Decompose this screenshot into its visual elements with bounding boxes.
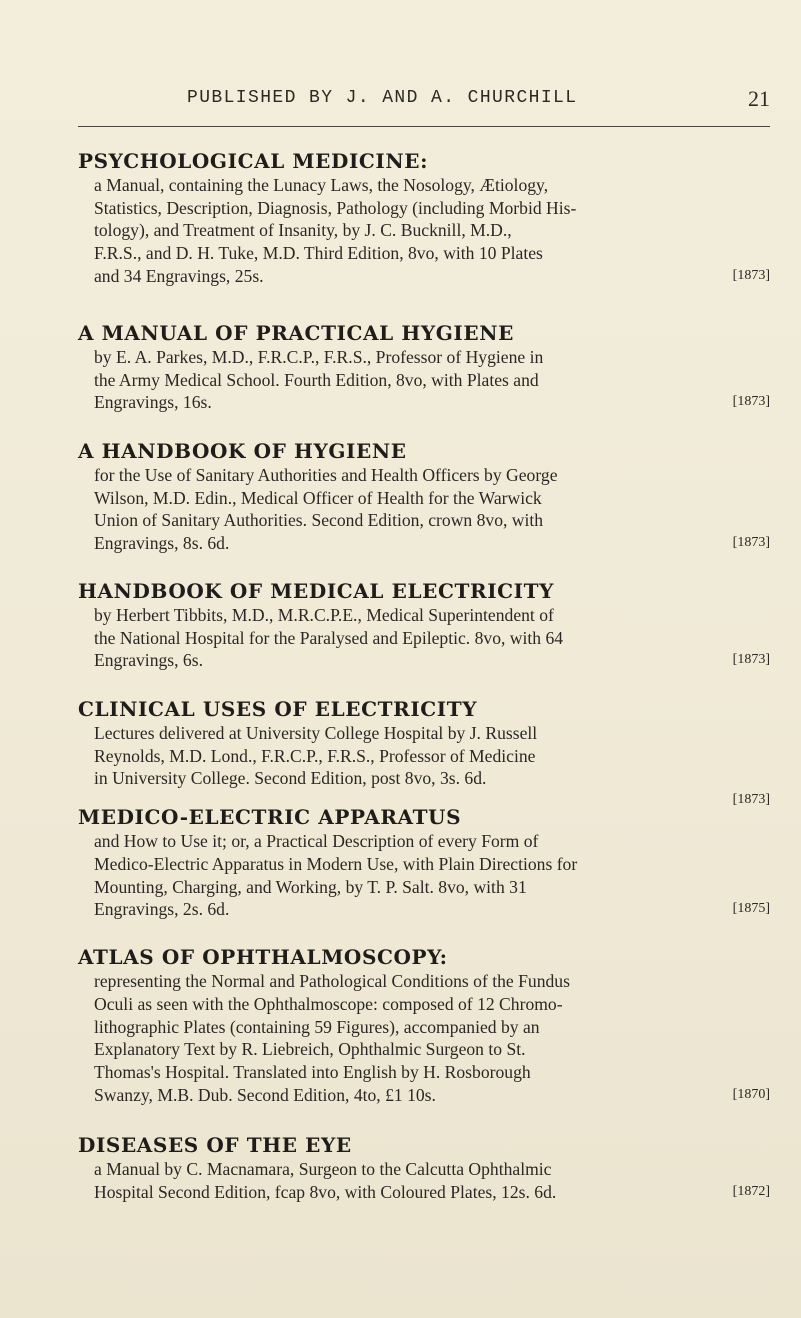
description-line-text: Engravings, 8s. 6d. (94, 533, 230, 554)
entry-description (94, 604, 770, 672)
catalogue-entry (78, 320, 770, 418)
catalogue-entry (78, 1132, 770, 1206)
description-line: Thomas's Hospital. Translated into English by H. Rosborough (94, 1061, 531, 1082)
description-line-text: Hospital Second Edition, fcap 8vo, with Coloured Plates, 12s. 6d. (94, 1181, 557, 1202)
entry-description (94, 722, 770, 790)
description-line-text: and 34 Engravings, 25s. (94, 265, 264, 286)
description-line (94, 649, 770, 672)
entry-title: A MANUAL OF PRACTICAL HYGIENE (78, 321, 514, 345)
description-line-text: Engravings, 2s. 6d. (94, 899, 230, 920)
description-line: a Manual, containing the Lunacy Laws, the Nosology, Ætiology, (94, 175, 549, 195)
description-line-text: Engravings, 16s. (94, 392, 212, 413)
catalogue-entry (78, 578, 770, 676)
description-line: Mounting, Charging, and Working, by T. P. Salt. 8vo, with 31 (94, 876, 527, 897)
entry-description (94, 970, 770, 1106)
description-line: Statistics, Description, Diagnosis, Pathology (including Morbid His- (94, 197, 577, 218)
publication-year: [1873] (732, 535, 770, 551)
entry-title: DISEASES OF THE EYE (78, 1133, 352, 1158)
publication-year: [1873] (732, 652, 770, 668)
entry-title: MEDICO-ELECTRIC APPARATUS (78, 805, 462, 830)
description-line: Lectures delivered at University College Hospital by J. Russell (94, 723, 538, 743)
description-line: and How to Use it; or, a Practical Description of every Form of (94, 831, 539, 852)
description-line (94, 391, 770, 414)
description-line: lithographic Plates (containing 59 Figures), accompanied by an (94, 1016, 540, 1037)
description-line-text: Engravings, 6s. (94, 650, 203, 671)
description-line (94, 898, 770, 921)
running-title: PUBLISHED BY J. AND A. CHURCHILL (187, 88, 578, 108)
catalogue-entry (78, 944, 770, 1110)
entry-description (94, 830, 770, 921)
description-line: F.R.S., and D. H. Tuke, M.D. Third Edition, 8vo, with 10 Plates (94, 243, 543, 264)
description-line: tology), and Treatment of Insanity, by J. C. Bucknill, M.D., (94, 220, 512, 241)
description-line: Medico-Electric Apparatus in Modern Use, with Plain Directions for (94, 853, 578, 874)
description-line: Wilson, M.D. Edin., Medical Officer of Health for the Warwick (94, 487, 542, 508)
entry-description (94, 464, 770, 555)
entry-description (94, 346, 770, 414)
description-line: by E. A. Parkes, M.D., F.R.C.P., F.R.S., Professor of Hygiene in (94, 347, 544, 367)
entry-title: HANDBOOK OF MEDICAL ELECTRICITY (78, 579, 554, 603)
description-line (94, 265, 770, 288)
catalogue-entry (78, 148, 770, 300)
entry-description (94, 174, 770, 288)
description-line: in University College. Second Edition, post 8vo, 3s. 6d. (94, 768, 487, 789)
description-line-text: Swanzy, M.B. Dub. Second Edition, 4to, £1 10s. (94, 1084, 436, 1105)
catalogue-entries (78, 148, 770, 1206)
description-line: Explanatory Text by R. Liebreich, Ophthalmic Surgeon to St. (94, 1039, 526, 1060)
description-line: representing the Normal and Pathological Conditions of the Fundus (94, 971, 570, 992)
entry-title: CLINICAL USES OF ELECTRICITY (78, 697, 478, 721)
catalogue-entry (78, 438, 770, 558)
description-line: the Army Medical School. Fourth Edition, 8vo, with Plates and (94, 369, 539, 390)
header-rule (78, 126, 770, 127)
catalogue-entry (78, 696, 770, 810)
publication-year: [1873] (732, 394, 770, 410)
entry-title: ATLAS OF OPHTHALMOSCOPY: (78, 945, 448, 970)
description-line: the National Hospital for the Paralysed and Epileptic. 8vo, with 64 (94, 627, 564, 648)
description-line: a Manual by C. Macnamara, Surgeon to the Calcutta Ophthalmic (94, 1159, 552, 1180)
publication-year: [1872] (732, 1183, 770, 1199)
page-header (0, 88, 801, 114)
entry-title: A HANDBOOK OF HYGIENE (78, 439, 407, 463)
description-line (94, 1181, 770, 1204)
catalogue-entry (78, 804, 770, 924)
description-line: Oculi as seen with the Ophthalmoscope: composed of 12 Chromo- (94, 993, 563, 1014)
description-line: Reynolds, M.D. Lond., F.R.C.P., F.R.S., Professor of Medicine (94, 745, 536, 766)
description-line (94, 1084, 770, 1107)
description-line: for the Use of Sanitary Authorities and Health Officers by George (94, 465, 558, 485)
description-line: Union of Sanitary Authorities. Second Edition, crown 8vo, with (94, 510, 544, 531)
publication-year: [1875] (732, 901, 770, 917)
description-line: by Herbert Tibbits, M.D., M.R.C.P.E., Medical Superintendent of (94, 605, 554, 625)
entry-title: PSYCHOLOGICAL MEDICINE: (78, 149, 429, 173)
publication-year: [1873] (732, 267, 770, 283)
entry-description (94, 1158, 770, 1203)
publication-year: [1870] (732, 1086, 770, 1102)
description-line (94, 532, 770, 555)
page-number: 21 (748, 86, 770, 111)
publication-year: [1873] (732, 792, 770, 808)
